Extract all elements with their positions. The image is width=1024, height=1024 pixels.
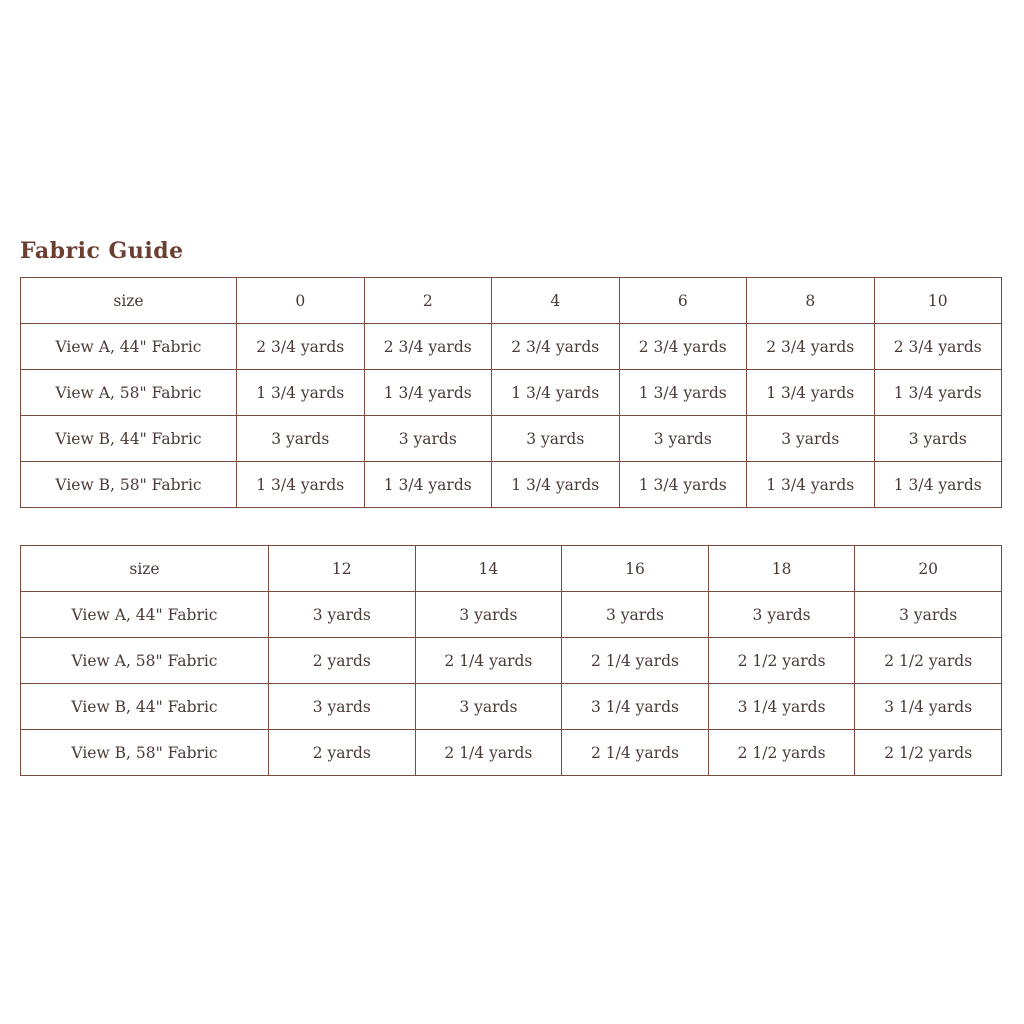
table-cell: 1 3/4 yards [237, 370, 365, 416]
table-row [21, 462, 1002, 508]
table-cell: 3 yards [747, 416, 875, 462]
header-cell: 14 [415, 546, 562, 592]
table-row [21, 324, 1002, 370]
header-cell: size [21, 546, 269, 592]
row-label: View B, 58" Fabric [21, 730, 269, 776]
header-cell: 18 [708, 546, 855, 592]
table-cell: 3 yards [855, 592, 1002, 638]
table-cell: 2 3/4 yards [364, 324, 492, 370]
table-header-row [21, 546, 1002, 592]
table-cell: 1 3/4 yards [747, 462, 875, 508]
row-label: View B, 44" Fabric [21, 684, 269, 730]
table-cell: 3 1/4 yards [708, 684, 855, 730]
table-cell: 3 yards [619, 416, 747, 462]
table-cell: 1 3/4 yards [619, 462, 747, 508]
table-cell: 3 yards [415, 592, 562, 638]
table-cell: 2 3/4 yards [492, 324, 620, 370]
table-header-row [21, 278, 1002, 324]
header-cell: 8 [747, 278, 875, 324]
row-label: View A, 58" Fabric [21, 638, 269, 684]
header-cell: 16 [562, 546, 709, 592]
table-cell: 1 3/4 yards [619, 370, 747, 416]
table-cell: 2 1/4 yards [415, 638, 562, 684]
table-cell: 2 3/4 yards [237, 324, 365, 370]
table-row [21, 684, 1002, 730]
table-cell: 1 3/4 yards [364, 370, 492, 416]
table-cell: 2 1/2 yards [855, 730, 1002, 776]
table-cell: 2 yards [269, 638, 416, 684]
row-label: View A, 58" Fabric [21, 370, 237, 416]
table-cell: 2 1/4 yards [562, 638, 709, 684]
fabric-table-large-sizes [20, 545, 1002, 776]
table-cell: 1 3/4 yards [237, 462, 365, 508]
row-label: View A, 44" Fabric [21, 324, 237, 370]
table-cell: 3 1/4 yards [562, 684, 709, 730]
table-row [21, 592, 1002, 638]
row-label: View B, 44" Fabric [21, 416, 237, 462]
table-cell: 2 1/2 yards [708, 638, 855, 684]
table-cell: 1 3/4 yards [874, 462, 1002, 508]
table-cell: 2 yards [269, 730, 416, 776]
header-cell: size [21, 278, 237, 324]
table-cell: 3 yards [364, 416, 492, 462]
table-cell: 3 yards [415, 684, 562, 730]
table-cell: 2 1/4 yards [562, 730, 709, 776]
row-label: View B, 58" Fabric [21, 462, 237, 508]
header-cell: 6 [619, 278, 747, 324]
table-cell: 3 1/4 yards [855, 684, 1002, 730]
table-row [21, 416, 1002, 462]
table-cell: 3 yards [562, 592, 709, 638]
table-row [21, 638, 1002, 684]
page-title: Fabric Guide [20, 238, 184, 264]
table-cell: 3 yards [237, 416, 365, 462]
table-cell: 1 3/4 yards [364, 462, 492, 508]
header-cell: 4 [492, 278, 620, 324]
table-cell: 2 3/4 yards [619, 324, 747, 370]
fabric-table-small-sizes [20, 277, 1002, 508]
table-cell: 1 3/4 yards [492, 370, 620, 416]
header-cell: 10 [874, 278, 1002, 324]
table-cell: 1 3/4 yards [492, 462, 620, 508]
table-cell: 3 yards [874, 416, 1002, 462]
table-cell: 3 yards [492, 416, 620, 462]
row-label: View A, 44" Fabric [21, 592, 269, 638]
header-cell: 12 [269, 546, 416, 592]
table-cell: 1 3/4 yards [874, 370, 1002, 416]
table-cell: 2 3/4 yards [747, 324, 875, 370]
table-cell: 2 1/2 yards [855, 638, 1002, 684]
table-cell: 3 yards [269, 684, 416, 730]
table-cell: 2 3/4 yards [874, 324, 1002, 370]
table-cell: 3 yards [269, 592, 416, 638]
header-cell: 0 [237, 278, 365, 324]
table-cell: 3 yards [708, 592, 855, 638]
table-cell: 2 1/4 yards [415, 730, 562, 776]
table-cell: 1 3/4 yards [747, 370, 875, 416]
table-row [21, 370, 1002, 416]
header-cell: 2 [364, 278, 492, 324]
table-row [21, 730, 1002, 776]
header-cell: 20 [855, 546, 1002, 592]
table-cell: 2 1/2 yards [708, 730, 855, 776]
